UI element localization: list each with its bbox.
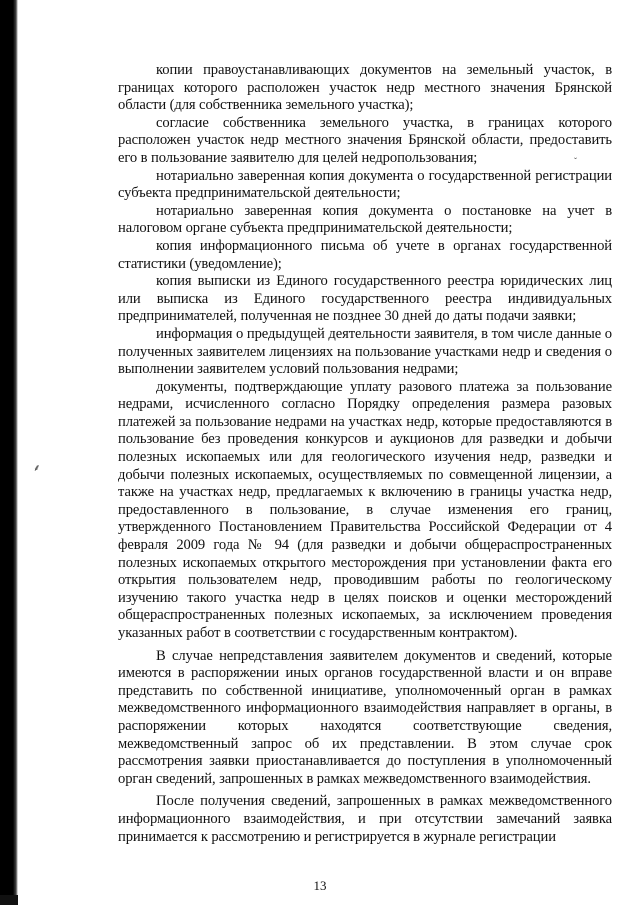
page-number: 13 bbox=[313, 878, 327, 893]
list-item: информация о предыдущей деятельности заявителя, в том числе данные о полученных заявителем лицензиях на пользование участками недр и сведения о выполнении заявителем условий пользования недрами; bbox=[118, 325, 612, 378]
list-item: копия выписки из Единого государственного реестра юридических лиц или выписка из Единого государственного реестра индивидуальных предпринимателей, полученная не позднее 30 дней до даты подачи заявки; bbox=[118, 273, 612, 325]
document-body bbox=[118, 62, 612, 846]
scan-speck: ⸙ bbox=[33, 463, 41, 474]
scan-tick: ˇ bbox=[574, 156, 577, 166]
list-item: нотариально заверенная копия документа о государственной регистрации субъекта предпринимательской деятельности; bbox=[118, 167, 612, 202]
list-item: копии правоустанавливающих документов на земельный участок, в границах которого расположен участок недр местного значения Брянской области (для собственника земельного участка); bbox=[118, 62, 612, 114]
list-item: согласие собственника земельного участка, в границах которого расположен участок недр местного значения Брянской области, предоставить его в пользование заявителю для целей недропользования; bbox=[118, 114, 612, 166]
list-item: документы, подтверждающие уплату разового платежа за пользование недрами, исчисленного согласно Порядку определения размера разовых платежей за пользование недрами на участках недр, которые предоставляются в пользование без проведения конкурсов и аукционов для разведки и добычи полезных ископаемых или для геологического изучения недр, разведки и добычи полезных ископаемых, осуществляемых по совмещенной лицензии, а также на участках недр, предлагаемых к включению в границы участка недр, предоставленного в пользование, в случае изменения его границ, утвержденного Постановлением Правительства Российской Федерации от 4 февраля 2009 года № 94 (для разведки и добычи общераспространенных полезных ископаемых открытого месторождения при установлении факта его открытия пользователем недр, проводившим работы по геологическому изучению такого участка недр в целях поисков и оценки месторождений общераспространенных полезных ископаемых, за исключением проведения указанных работ в соответствии с государственным контрактом). bbox=[118, 378, 612, 641]
scan-edge-shadow bbox=[0, 0, 18, 905]
paragraph: В случае непредставления заявителем документов и сведений, которые имеются в распоряжении иных органов государственной власти и он вправе представить по собственной инициативе, уполномоченный орган в рамках межведомственного информационного взаимодействия направляет в органы, в распоряжении которых находятся соответствующие сведения, межведомственный запрос об их представлении. В этом случае срок рассмотрения заявки приостанавливается до поступления в уполномоченный орган сведений, запрошенных в рамках межведомственного взаимодействия. bbox=[118, 647, 612, 787]
list-item: нотариально заверенная копия документа о постановке на учет в налоговом органе субъекта предпринимательской деятельности; bbox=[118, 202, 612, 237]
list-item: копия информационного письма об учете в органах государственной статистики (уведомление); bbox=[118, 237, 612, 272]
paragraph: После получения сведений, запрошенных в рамках межведомственного информационного взаимодействия, и при отсутствии замечаний заявка принимается к рассмотрению и регистрируется в журнале регистрации bbox=[118, 793, 612, 845]
